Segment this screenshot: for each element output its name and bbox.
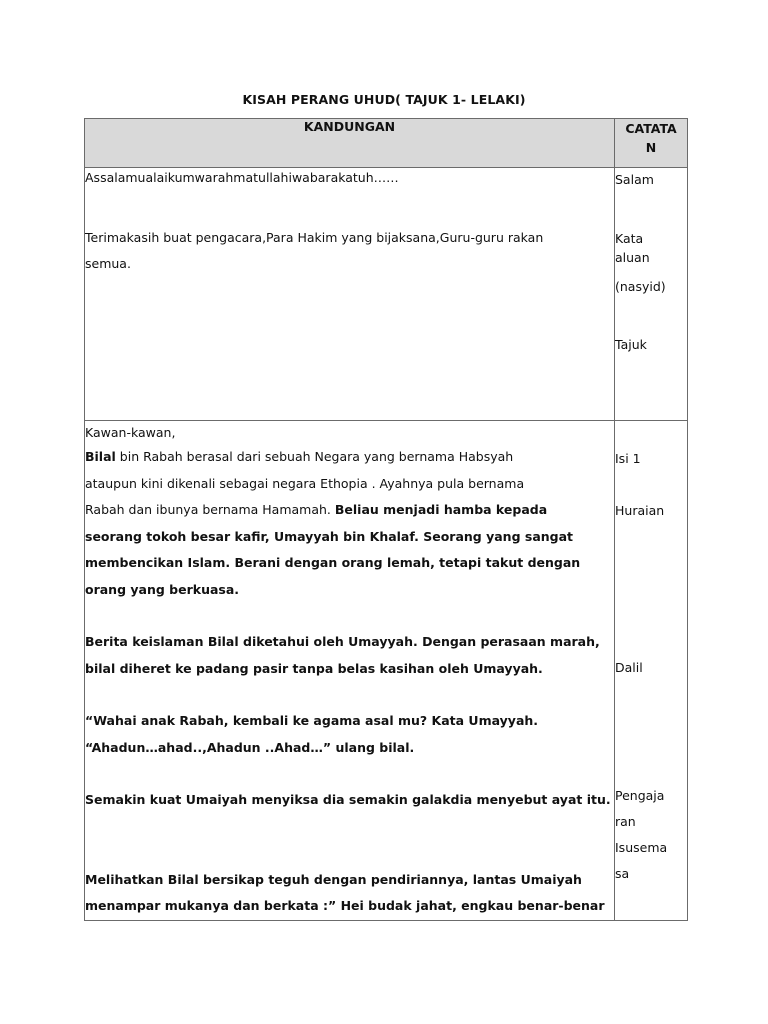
table-header-row (85, 119, 688, 168)
bilal-name: Bilal (85, 449, 116, 464)
note-pengajaran-1: Pengaja (615, 788, 665, 803)
kawan-text: Kawan-kawan, (85, 425, 176, 440)
table-row-opening (85, 168, 688, 421)
isi-line-3-normal: Rabah dan ibunya bernama Hamamah. (85, 502, 335, 517)
note-kata-aluan-1: Kata (615, 231, 644, 246)
paragraph2-line-2: bilal diheret ke padang pasir tanpa belas kasihan oleh Umayyah. (85, 660, 543, 676)
isi-line-3-bold: Beliau menjadi hamba kepada (334, 502, 548, 517)
isi-line-6: orang yang berkuasa. (85, 581, 240, 597)
note-huraian: Huraian (615, 503, 665, 518)
isi-line-1-rest: bin Rabah berasal dari sebuah Negara yang bernama Habsyah (115, 449, 514, 464)
note-isusemasa-2: sa (615, 866, 630, 881)
thanks-line-1: Terimakasih buat pengacara,Para Hakim yang bijaksana,Guru-guru rakan (85, 229, 544, 245)
header-catatan-line1: CATATA (625, 121, 677, 136)
isi-notes-cell (615, 421, 688, 921)
opening-notes-cell (615, 168, 688, 421)
isi-line-1 (85, 444, 614, 471)
note-isi-1: Isi 1 (615, 451, 641, 466)
opening-content-cell (85, 168, 615, 421)
isi-line-2: ataupun kini dikenali sebagai negara Ethopia . Ayahnya pula bernama (85, 475, 525, 491)
isi-line-3 (85, 497, 614, 524)
paragraph2-line-1: Berita keislaman Bilal diketahui oleh Umayyah. Dengan perasaan marah, (85, 634, 600, 649)
content-table (84, 118, 688, 921)
header-catatan (615, 119, 688, 168)
note-kata-aluan-2: aluan (615, 250, 650, 265)
document-title: KISAH PERANG UHUD( TAJUK 1- LELAKI) (242, 92, 526, 107)
isi-line-4: seorang tokoh besar kafir, Umayyah bin Khalaf. Seorang yang sangat (85, 528, 574, 544)
paragraph3-line-2: “Ahadun…ahad..,Ahadun ..Ahad…” ulang bilal. (85, 739, 415, 755)
header-kandungan: KANDUNGAN (85, 119, 615, 168)
note-nasyid: (nasyid) (615, 279, 666, 294)
header-catatan-line2: N (645, 140, 657, 155)
note-tajuk: Tajuk (615, 337, 647, 352)
paragraph4-line-1: Semakin kuat Umaiyah menyiksa dia semakin galakdia menyebut ayat itu. (85, 792, 611, 807)
table-row-isi (85, 421, 688, 921)
note-dalil: Dalil (615, 660, 643, 675)
thanks-line-2: semua. (85, 256, 131, 271)
paragraph5-line-1: Melihatkan Bilal bersikap teguh dengan pendiriannya, lantas Umaiyah (85, 871, 582, 887)
note-pengajaran-2: ran (615, 814, 636, 829)
paragraph5-line-2: menampar mukanya dan berkata :” Hei budak jahat, engkau benar-benar (85, 898, 605, 913)
isi-content-cell (85, 421, 615, 921)
greeting-text: Assalamualaikumwarahmatullahiwabarakatuh…… (85, 170, 399, 185)
note-isusemasa-1: Isusema (615, 840, 668, 855)
paragraph3-line-1: “Wahai anak Rabah, kembali ke agama asal mu? Kata Umayyah. (85, 713, 539, 728)
isi-line-5: membencikan Islam. Berani dengan orang lemah, tetapi takut dengan (85, 555, 581, 570)
note-salam: Salam (615, 172, 654, 187)
